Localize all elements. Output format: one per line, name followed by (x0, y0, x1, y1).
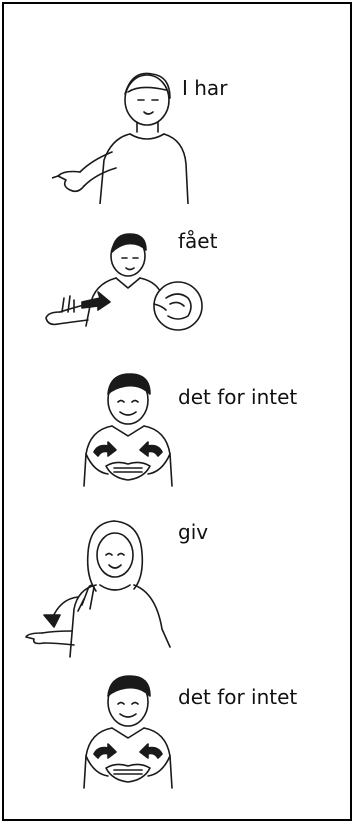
sign-item (4, 368, 354, 518)
sign-label: I har (182, 76, 228, 100)
man-hands-together-outward-illustration (64, 670, 184, 802)
sign-sequence-panel (2, 2, 352, 821)
sign-item (4, 519, 354, 667)
woman-pointing-forward-illustration (52, 64, 192, 204)
sign-label: det for intet (178, 685, 298, 709)
man-hands-together-outward-illustration (64, 368, 184, 500)
sign-label: giv (178, 520, 209, 544)
sign-item (4, 64, 354, 204)
sign-label: fået (178, 229, 218, 253)
sign-item (4, 670, 354, 820)
sign-label: det for intet (178, 385, 298, 409)
sign-item (4, 226, 354, 344)
woman-giving-gesture-illustration (24, 519, 184, 664)
